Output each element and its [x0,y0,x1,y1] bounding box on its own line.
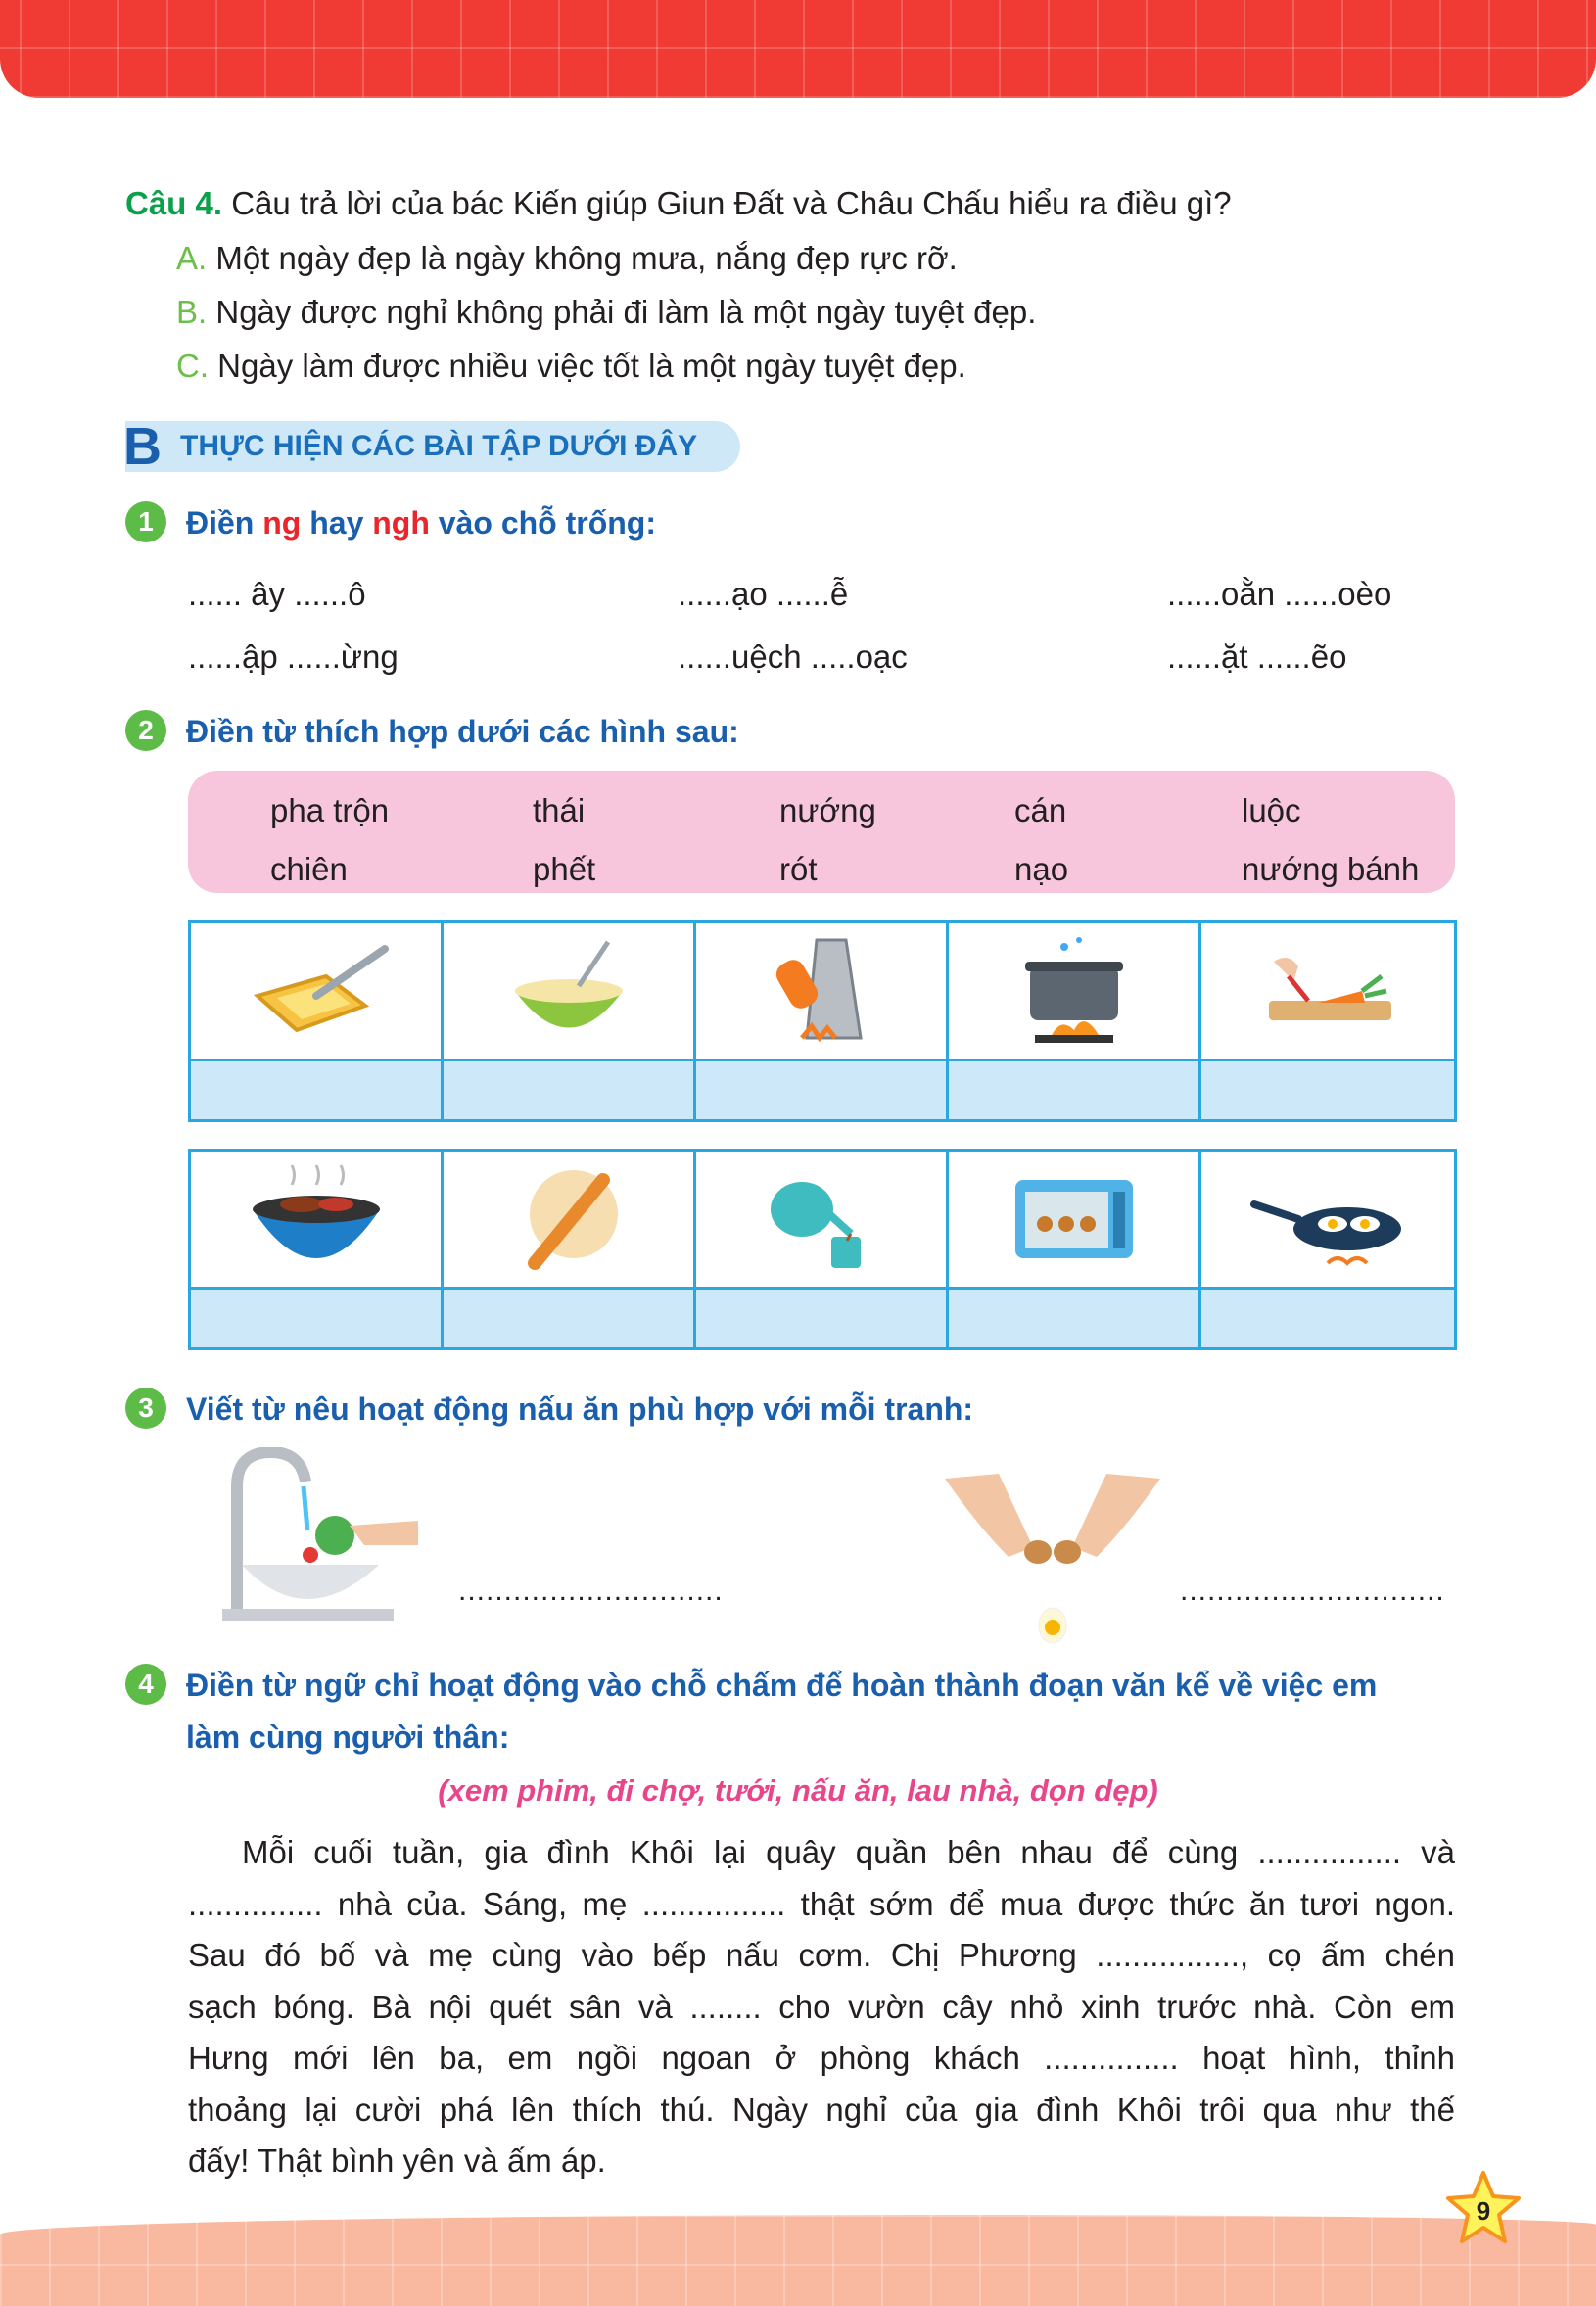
answer-cell[interactable] [1201,1287,1454,1347]
answer-cell[interactable] [949,1287,1201,1347]
cracking-egg-image [940,1469,1165,1650]
paragraph-line: đấy! Thật bình yên và ấm áp. [188,2142,606,2179]
word-hint: (xem phim, đi chợ, tưới, nấu ăn, lau nhà, dọn dẹp) [438,1773,1158,1808]
paragraph-line: thoảng lại cười phá lên thích thú. Ngày nghỉ của gia đình Khôi trôi qua như thế [188,2092,1455,2128]
question-text: Câu trả lời của bác Kiến giúp Giun Đất và Châu Chấu hiểu ra điều gì? [231,185,1232,221]
answer-cell[interactable] [696,1287,949,1347]
rolling-pin-image [444,1152,696,1287]
frying-pan-image [1201,1152,1454,1287]
option-letter: C. [176,348,209,384]
word-item: pha trộn [270,792,390,828]
fill-item[interactable]: ......ạo ......ễ [678,576,849,612]
section-title: THỰC HIỆN CÁC BÀI TẬP DƯỚI ĐÂY [180,430,698,462]
exercise-number-4: 4 [125,1664,166,1705]
word-item: nạo [1014,851,1069,887]
word-item: nướng bánh [1242,851,1420,887]
paragraph-line: sạch bóng. Bà nội quét sân và ........ cho vườn cây nhỏ xinh trước nhà. Còn em [188,1989,1455,2025]
grater-carrot-image [696,923,949,1059]
section-b-header [123,417,740,476]
word-item: rót [779,851,818,887]
answer-cell[interactable] [444,1287,696,1347]
fill-item[interactable]: ......oằn ......oèo [1167,576,1392,612]
option-a[interactable] [176,242,958,274]
answer-cell[interactable] [696,1059,949,1119]
exercise-number-3: 3 [125,1388,166,1429]
picture-grid-1 [188,920,1457,1122]
exercise-4-title: Điền từ ngữ chỉ hoạt động vào chỗ chấm để hoàn thành đoạn văn kể về việc em [186,1668,1378,1703]
option-b[interactable] [176,296,1036,328]
word-item: phết [533,851,596,887]
exercise-4-title-cont: làm cùng người thân: [186,1719,510,1755]
exercise-2-title: Điền từ thích hợp dưới các hình sau: [186,714,739,749]
option-text: Ngày được nghỉ không phải đi làm là một ngày tuyệt đẹp. [215,294,1037,330]
word-bank [188,771,1455,893]
answer-cell[interactable] [444,1059,696,1119]
grill-image [191,1152,444,1287]
question-4 [125,187,1232,219]
answer-cell[interactable] [949,1059,1201,1119]
boiling-pot-image [949,923,1201,1059]
option-letter: A. [176,240,208,276]
exercise-number-1: 1 [125,501,166,542]
fill-item[interactable]: ......uệch .....oạc [678,638,908,675]
answer-cell[interactable] [1201,1059,1454,1119]
fill-item[interactable]: ...... ây ......ô [188,576,366,612]
option-text: Ngày làm được nhiều việc tốt là một ngày tuyệt đẹp. [217,348,966,384]
answer-blank[interactable]: ............................. [458,1575,724,1607]
answer-blank[interactable]: ............................. [1180,1575,1445,1607]
question-label: Câu 4. [125,185,223,221]
paragraph-line: ............... nhà của. Sáng, mẹ ................ thật sớm để mua được thức ăn tươi ngon. [188,1886,1455,1922]
option-c[interactable] [176,350,966,382]
fill-item[interactable]: ......ập ......ừng [188,638,399,675]
picture-grid-2 [188,1149,1457,1350]
washing-vegetables-image [217,1447,418,1633]
exercise-number-2: 2 [125,710,166,751]
page-number: 9 [1476,2196,1491,2226]
mixing-bowl-image [444,923,696,1059]
option-letter: B. [176,294,208,330]
word-item: thái [533,792,586,828]
paragraph-line: Mỗi cuối tuần, gia đình Khôi lại quây quần bên nhau để cùng ................ và [242,1834,1455,1870]
answer-cell[interactable] [191,1287,444,1347]
paragraph-line: Sau đó bố và mẹ cùng vào bếp nấu cơm. Chị Phương ................, cọ ấm chén [188,1937,1455,1973]
cutting-carrot-image [1201,923,1454,1059]
word-item: nướng [779,792,876,828]
exercise-3-title: Viết từ nêu hoạt động nấu ăn phù hợp với mỗi tranh: [186,1391,974,1427]
option-text: Một ngày đẹp là ngày không mưa, nắng đẹp rực rỡ. [215,240,958,276]
section-letter: B [123,417,162,476]
oven-image [949,1152,1201,1287]
fill-item[interactable]: ......ặt ......ẽo [1167,638,1347,675]
word-item: luộc [1242,792,1301,828]
bottom-banner [0,2215,1596,2306]
teapot-pour-image [696,1152,949,1287]
answer-cell[interactable] [191,1059,444,1119]
word-item: chiên [270,851,348,887]
exercise-1-title: Điền ng hay ngh vào chỗ trống: [186,505,656,541]
word-item: cán [1014,792,1067,828]
butter-bread-image [191,923,444,1059]
page-number-star [1444,2169,1523,2247]
paragraph-line: Hưng mới lên ba, em ngồi ngoan ở phòng khách ............... hoạt hình, thỉnh [188,2040,1455,2076]
top-banner [0,0,1596,98]
